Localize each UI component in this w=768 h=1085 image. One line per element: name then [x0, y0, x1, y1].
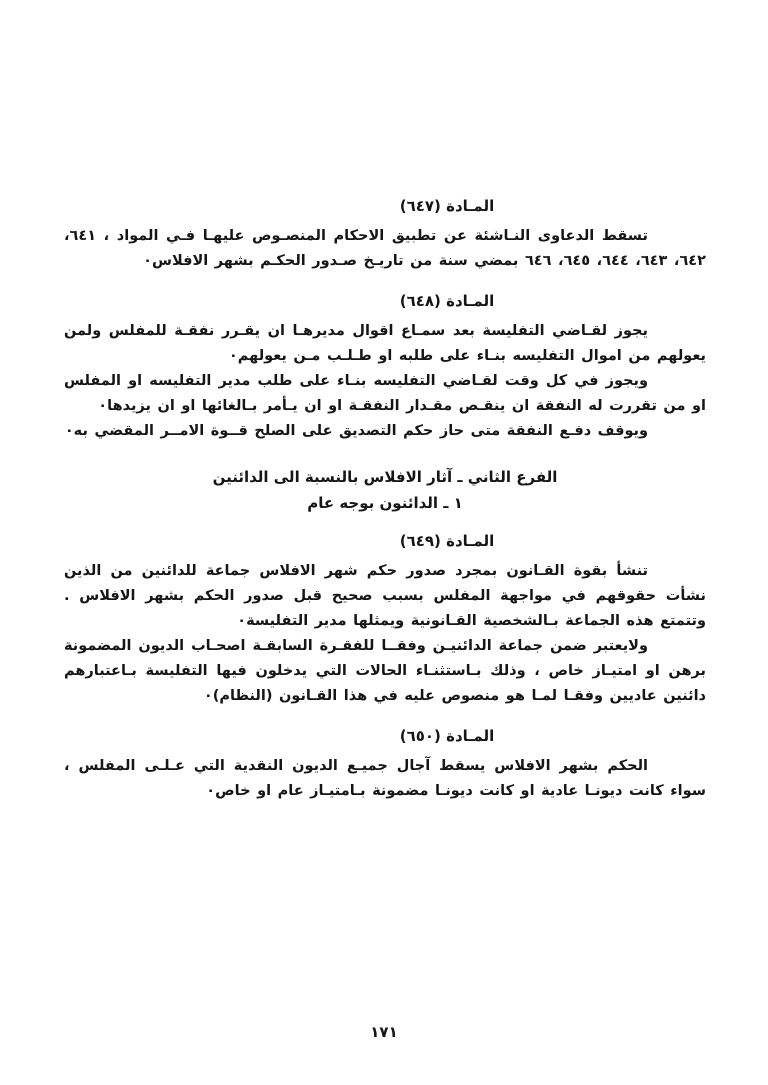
- section-heading-line-1: الفرع الثاني ـ آثار الافلاس بالنسبة الى الدائنين: [212, 468, 558, 486]
- article-649-paragraph-2: ولايعتبر ضمن جماعة الدائنيـن وفقــا للفقـرة السابقـة اصحـاب الديون المضمونة برهن او امتيـاز خاص ، وذلك بـاستثنـاء الحالات التي يدخلون فيها التفليسة بـاعتبارهم دائنين عاديين وفقـا لمـا هو منصوص عليه في هذا القـانون (النظام)٠: [64, 638, 706, 704]
- article-647-paragraph-1: تسقط الدعاوى النـاشئة عن تطبيق الاحكام المنصـوص عليهـا فـي المواد ، ٦٤١، ٦٤٢، ٦٤٣، ٦٤٤، ٦٤٥، ٦٤٦ بمضي سنة من تاريـخ صـدور الحكـم بشهر الافلاس٠: [64, 228, 706, 269]
- section-heading-line-2: ١ ـ الدائنون بوجه عام: [307, 494, 463, 512]
- page-text-block: [64, 194, 706, 804]
- article-649-title: المـادة (٦٤٩): [399, 532, 495, 550]
- section-heading: [64, 464, 706, 516]
- page-number: ١٧١: [370, 1023, 398, 1041]
- article-649-paragraph-1: تنشأ بقوة القـانون بمجرد صدور حكم شهر الافلاس جماعة للدائنين من الذين نشأت حقوقهم في مواجهة المفلس بسبب صحيح قبل صدور الحكم بشهر الافلاس . وتتمتع هذه الجماعة بـالشخصية القـانونية ويمثلها مدير التفليسة٠: [64, 563, 706, 629]
- article-648-title: المـادة (٦٤٨): [399, 292, 495, 310]
- article-650-paragraph-1: الحكم بشهر الافلاس يسقط آجال جميـع الديون النقدية التي عـلـى المفلس ، سواء كانت ديونـا عادية او كانت ديونـا مضمونة بـامتيـاز عام او خاص٠: [64, 758, 706, 799]
- article-648-paragraph-2: ويجوز في كل وقت لقـاضي التفليسه بنـاء على طلب مدير التفليسه او المفلس او من تقررت له النفقة ان ينقـص مقـدار النفقـة او ان يـأمر بـالغائها او ان يزيدها٠: [64, 373, 706, 414]
- article-648-paragraph-1: يجوز لقـاضي التفليسة بعد سمـاع اقوال مديرهـا ان يقـرر نفقـة للمفلس ولمن يعولهم من اموال التفليسه بنـاء على طلبه او طـلـب مـن يعولهم٠: [64, 323, 706, 364]
- article-648-paragraph-3: ويوقف دفـع النفقة متى حاز حكم التصديق على الصلح قــوة الامــر المقضي به٠: [64, 423, 648, 439]
- article-650-title: المـادة (٦٥٠): [399, 727, 495, 745]
- article-647-title: المـادة (٦٤٧): [399, 197, 495, 215]
